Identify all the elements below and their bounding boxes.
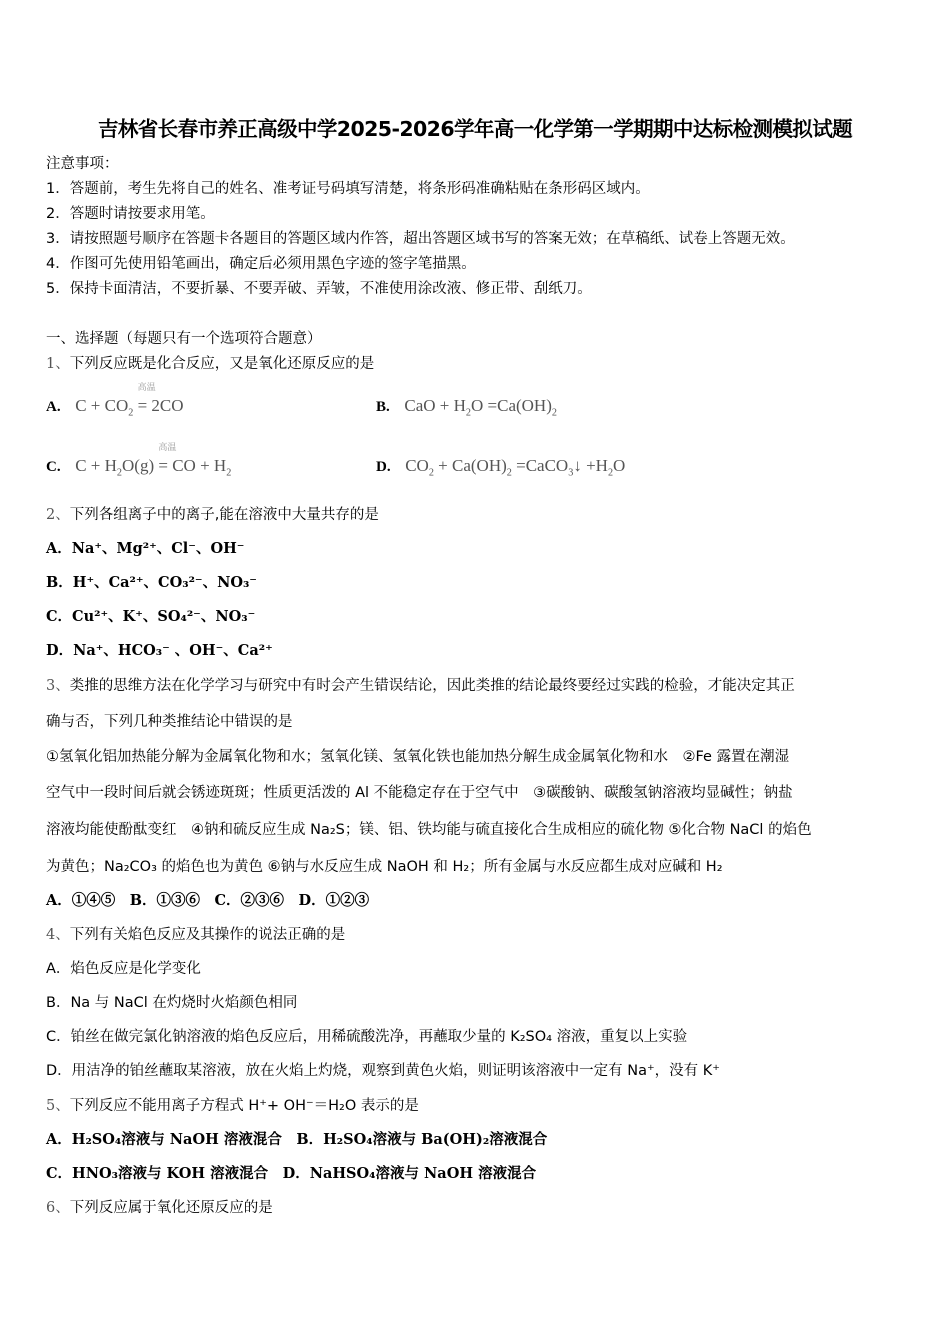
notice-item: 1．答题前，考生先将自己的姓名、准考证号码填写清楚，将条形码准确粘贴在条形码区域内。 (46, 181, 650, 197)
q1-option-b[interactable]: B. CaO + $H_2O =Ca(OH)_2$ (376, 396, 557, 419)
condition-label: 高温 (158, 442, 177, 452)
question-number: 1、 (46, 356, 70, 372)
q1-option-d[interactable]: D. $CO_2 + Ca(OH)_2$ =CaCO$_3$↓ $+H_2O$ (376, 456, 626, 479)
q4-option-c[interactable]: C．铂丝在做完氯化钠溶液的焰色反应后，用稀硫酸洗净，再蘸取少量的 K₂SO₄ 溶液，重复以上实验 (46, 1029, 688, 1045)
q4-option-b[interactable]: B．Na 与 NaCl 在灼烧时火焰颜色相同 (46, 995, 298, 1011)
q2-option-d[interactable]: D．Na⁺、HCO₃⁻ 、OH⁻、Ca²⁺ (46, 642, 273, 659)
q2-option-b[interactable]: B．H⁺、Ca²⁺、CO₃²⁻、NO₃⁻ (46, 574, 257, 591)
notice-heading: 注意事项： (46, 156, 119, 172)
notice-item: 5．保持卡面清洁，不要折暴、不要弄破、弄皱，不准使用涂改液、修正带、刮纸刀。 (46, 281, 592, 297)
page-title: 吉林省长春市养正高级中学2025-2026学年高一化学第一学期期中达标检测模拟试题 (97, 117, 853, 141)
q3-options[interactable]: A．①④⑤ B．①③⑥ C．②③⑥ D．①②③ (46, 892, 370, 909)
equation: $C + CO_2$ 高温 = 2CO (75, 382, 184, 419)
condition-label: 高温 (137, 382, 156, 392)
q2-option-a[interactable]: A．Na⁺、Mg²⁺、Cl⁻、OH⁻ (46, 540, 245, 557)
question-3-stem: 3、类推的思维方法在化学学习与研究中有时会产生错误结论，因此类推的结论最终要经过实践的检验，才能决定其正 (46, 678, 795, 694)
q2-option-c[interactable]: C．Cu²⁺、K⁺、SO₄²⁻、NO₃⁻ (46, 608, 256, 625)
notice-item: 4．作图可先使用铅笔画出，确定后必须用黑色字迹的签字笔描黑。 (46, 256, 476, 272)
equation: $CO_2 + Ca(OH)_2$ =CaCO$_3$↓ $+H_2O$ (405, 456, 626, 479)
question-2-stem: 2、下列各组离子中的离子,能在溶液中大量共存的是 (46, 507, 379, 523)
notice-item: 3．请按照题号顺序在答题卡各题目的答题区域内作答，超出答题区域书写的答案无效；在草稿纸、试卷上答题无效。 (46, 231, 795, 247)
q5-options-cd[interactable]: C．HNO₃溶液与 KOH 溶液混合 D．NaHSO₄溶液与 NaOH 溶液混合 (46, 1165, 537, 1182)
equation: CaO + $H_2O =Ca(OH)_2$ (404, 396, 557, 419)
q3-statement: 为黄色；Na₂CO₃ 的焰色也为黄色 ⑥钠与水反应生成 NaOH 和 H₂；所有金属与水反应都生成对应碱和 H₂ (46, 859, 723, 875)
question-1-stem (46, 352, 374, 373)
equation: $C + H_2O(g)$ 高温 = CO + $H_2$ (75, 442, 232, 479)
question-4-stem: 4、下列有关焰色反应及其操作的说法正确的是 (46, 927, 346, 943)
q3-statement: 溶液均能使酚酞变红 ④钠和硫反应生成 Na₂S；镁、铝、铁均能与硫直接化合生成相应的硫化物 ⑤化合物 NaCl 的焰色 (46, 822, 812, 838)
q3-statement: ①氢氧化铝加热能分解为金属氧化物和水；氢氧化镁、氢氧化铁也能加热分解生成金属氧化物和水 ②Fe 露置在潮湿 (46, 749, 790, 765)
question-6-stem: 6、下列反应属于氧化还原反应的是 (46, 1200, 273, 1216)
q4-option-d[interactable]: D．用洁净的铂丝蘸取某溶液，放在火焰上灼烧，观察到黄色火焰，则证明该溶液中一定有 Na⁺，没有 K⁺ (46, 1063, 720, 1079)
notice-item: 2．答题时请按要求用笔。 (46, 206, 215, 222)
q4-option-a[interactable]: A．焰色反应是化学变化 (46, 961, 201, 977)
question-5-stem: 5、下列反应不能用离子方程式 H⁺+ OH⁻＝H₂O 表示的是 (46, 1098, 419, 1114)
q5-options-ab[interactable]: A．H₂SO₄溶液与 NaOH 溶液混合 B．H₂SO₄溶液与 Ba(OH)₂溶液混合 (46, 1131, 548, 1148)
question-3-stem-cont: 确与否，下列几种类推结论中错误的是 (46, 714, 293, 730)
section-heading: 一、选择题（每题只有一个选项符合题意） (46, 331, 322, 347)
q1-option-c[interactable]: C. $C + H_2O(g)$ 高温 = CO + $H_2$ (46, 442, 232, 479)
q3-statement: 空气中一段时间后就会锈迹斑斑；性质更活泼的 Al 不能稳定存在于空气中 ③碳酸钠、碳酸氢钠溶液均显碱性；钠盐 (46, 785, 793, 801)
q1-option-a[interactable]: A. $C + CO_2$ 高温 = 2CO (46, 382, 184, 419)
question-text: 下列反应既是化合反应，又是氧化还原反应的是 (69, 356, 375, 372)
